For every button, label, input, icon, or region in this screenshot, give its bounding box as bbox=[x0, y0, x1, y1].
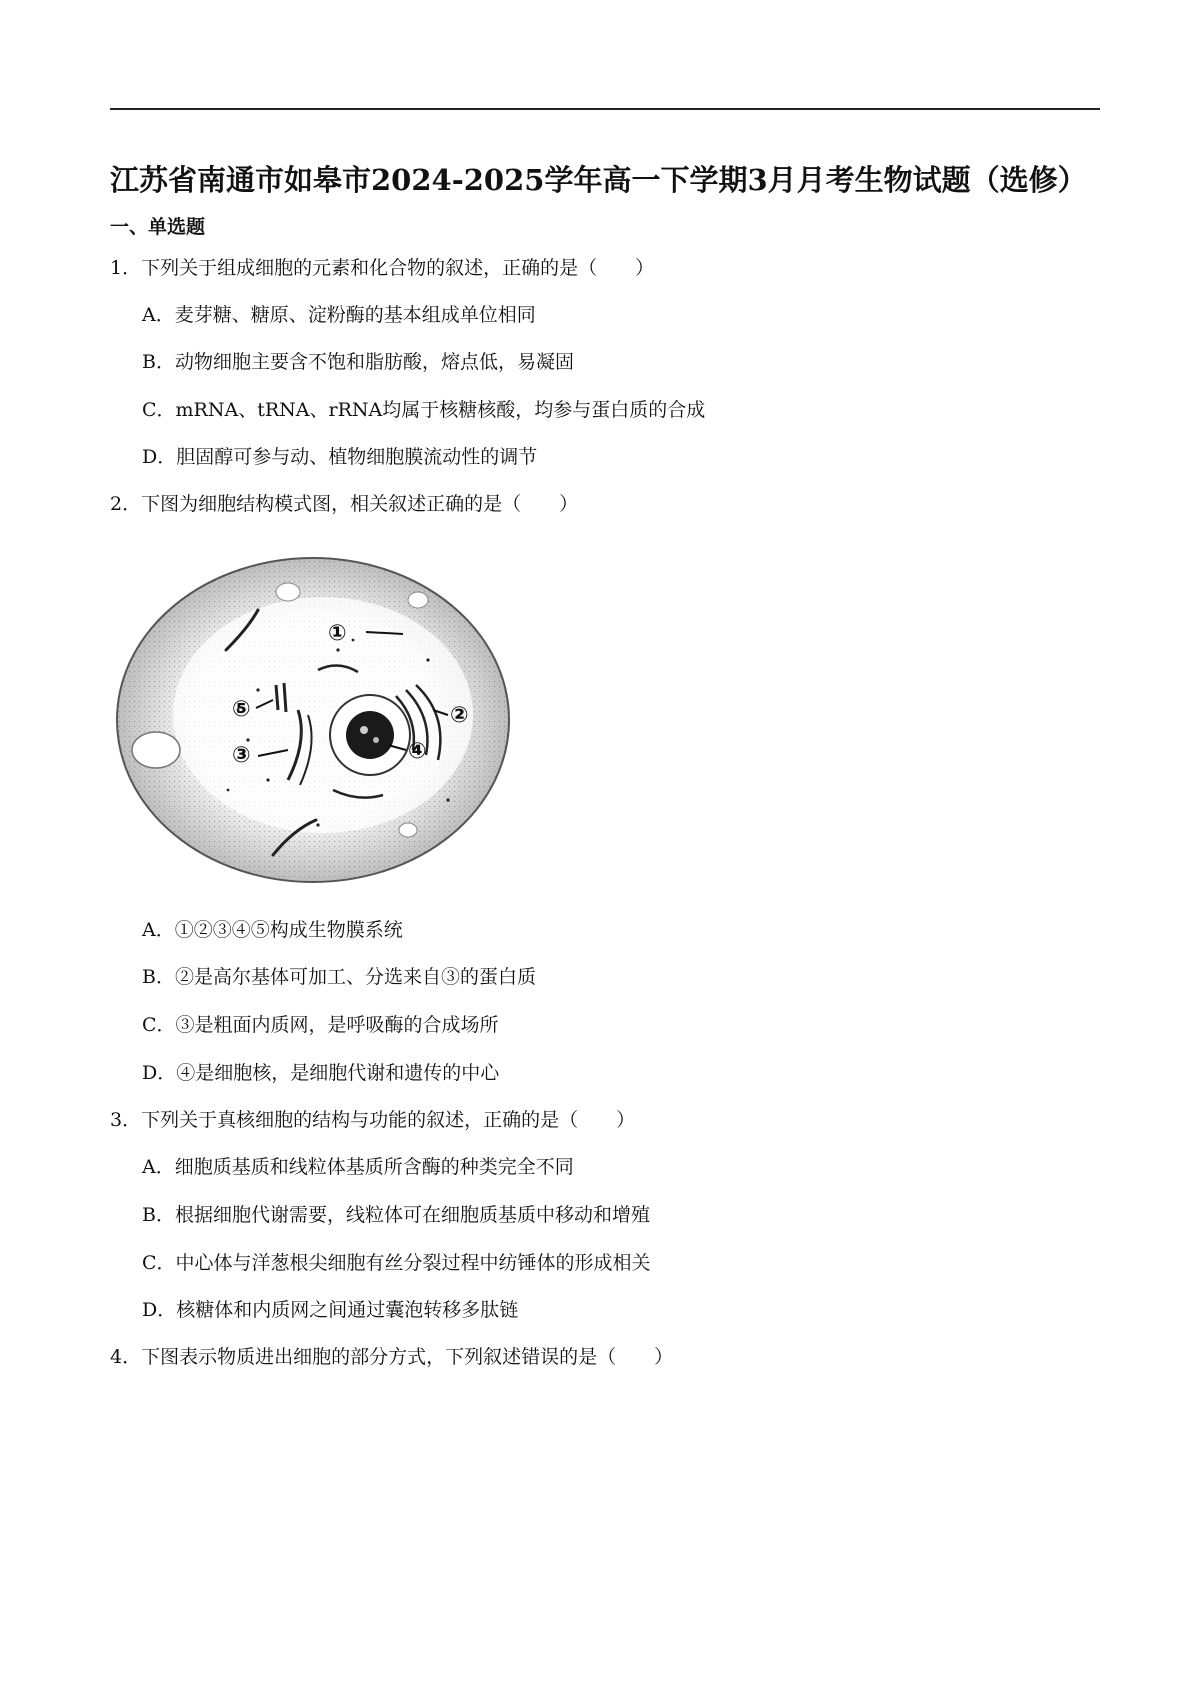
question-2-option-d: D．④是细胞核，是细胞代谢和遗传的中心 bbox=[142, 1062, 500, 1084]
nucleolus bbox=[346, 711, 394, 759]
question-3-option-b: B．根据细胞代谢需要，线粒体可在细胞质基质中移动和增殖 bbox=[142, 1204, 650, 1226]
question-1-option-c: C．mRNA、tRNA、rRNA均属于核糖核酸，均参与蛋白质的合成 bbox=[142, 399, 706, 421]
section-heading: 一、单选题 bbox=[110, 216, 206, 238]
figure-label-3: ③ bbox=[232, 743, 251, 768]
question-1-option-b: B．动物细胞主要含不饱和脂肪酸，熔点低，易凝固 bbox=[142, 351, 574, 373]
question-1-option-a: A．麦芽糖、糖原、淀粉酶的基本组成单位相同 bbox=[142, 304, 536, 326]
question-3-option-a: A．细胞质基质和线粒体基质所含酶的种类完全不同 bbox=[142, 1156, 574, 1178]
header-rule bbox=[110, 108, 1100, 110]
figure-label-5: ⑤ bbox=[232, 697, 251, 722]
question-2-option-b: B．②是高尔基体可加工、分选来自③的蛋白质 bbox=[142, 966, 536, 988]
question-2-option-c: C．③是粗面内质网，是呼吸酶的合成场所 bbox=[142, 1014, 499, 1036]
question-2-option-a: A．①②③④⑤构成生物膜系统 bbox=[142, 919, 403, 941]
question-3-stem: 3．下列关于真核细胞的结构与功能的叙述，正确的是（ ） bbox=[110, 1109, 636, 1131]
question-4-stem: 4．下图表示物质进出细胞的部分方式，下列叙述错误的是（ ） bbox=[110, 1346, 674, 1368]
question-1-stem: 1．下列关于组成细胞的元素和化合物的叙述，正确的是（ ） bbox=[110, 257, 655, 279]
question-3-option-d: D．核糖体和内质网之间通过囊泡转移多肽链 bbox=[142, 1299, 519, 1321]
figure-label-1: ① bbox=[328, 621, 347, 646]
cell-structure-figure bbox=[108, 540, 518, 895]
figure-label-4: ④ bbox=[408, 739, 427, 764]
question-1-option-d: D．胆固醇可参与动、植物细胞膜流动性的调节 bbox=[142, 446, 538, 468]
question-2-stem: 2．下图为细胞结构模式图，相关叙述正确的是（ ） bbox=[110, 493, 579, 515]
vacuole-left bbox=[132, 732, 180, 768]
question-3-option-c: C．中心体与洋葱根尖细胞有丝分裂过程中纺锤体的形成相关 bbox=[142, 1252, 651, 1274]
document-title: 江苏省南通市如皋市2024-2025学年高一下学期3月月考生物试题（选修） bbox=[110, 163, 1087, 197]
figure-label-2: ② bbox=[450, 703, 469, 728]
